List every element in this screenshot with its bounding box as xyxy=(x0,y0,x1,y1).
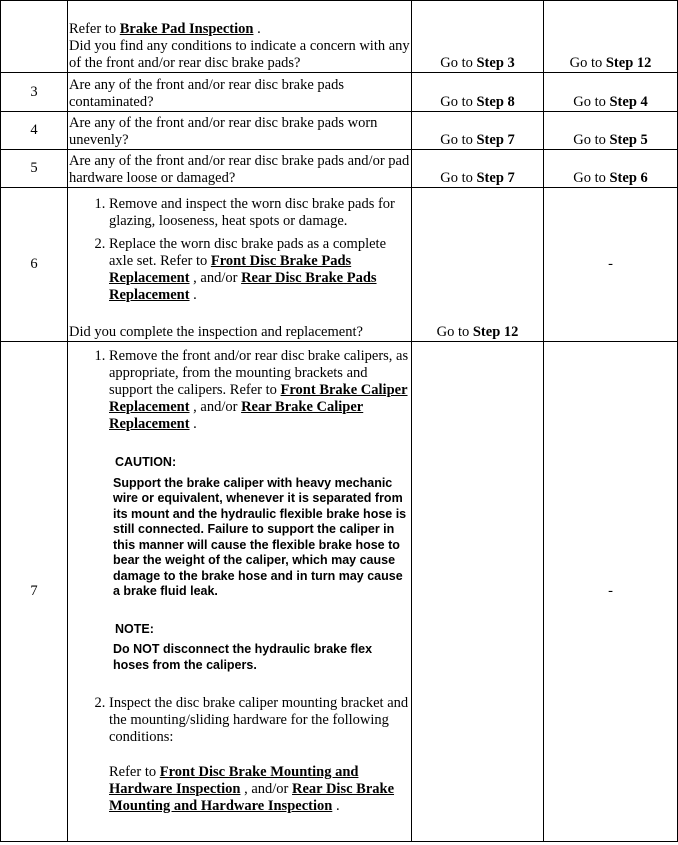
step-number: 3 xyxy=(1,73,68,112)
caution-title: CAUTION: xyxy=(115,455,177,469)
yes-prefix: Go to xyxy=(440,132,473,148)
step-number: 4 xyxy=(1,112,68,150)
step-number: 7 xyxy=(1,342,68,842)
item-text: . xyxy=(335,798,340,814)
yes-step-link[interactable]: Step 7 xyxy=(476,132,515,148)
refer-suffix: . xyxy=(257,21,261,37)
no-step-link[interactable]: Step 6 xyxy=(609,170,648,186)
brake-pad-inspection-link[interactable]: Brake Pad Inspection xyxy=(119,21,254,37)
front-brake-caliper-replacement-link[interactable]: Front Brake Caliper Replacement xyxy=(109,382,408,415)
yes-step-link[interactable]: Step 7 xyxy=(476,170,515,186)
rear-disc-brake-pads-replacement-link[interactable]: Rear Disc Brake Pads Replacement xyxy=(109,270,377,303)
procedure-list xyxy=(69,695,410,746)
yes-cell xyxy=(412,1,544,73)
note-text: Do NOT disconnect the hydraulic brake flex hoses from the calipers. xyxy=(113,642,373,672)
no-step-link[interactable]: Step 4 xyxy=(609,94,648,110)
no-prefix: Go to xyxy=(573,94,606,110)
step-question: Are any of the front and/or rear disc brake pads and/or pad hardware loose or damaged? xyxy=(68,150,412,188)
yes-cell xyxy=(412,112,544,150)
item-text: Refer to xyxy=(109,764,157,780)
step-number: 6 xyxy=(1,188,68,342)
table-row xyxy=(1,150,678,188)
step-number: 5 xyxy=(1,150,68,188)
step-action xyxy=(68,1,412,73)
refer-prefix: Refer to xyxy=(69,21,117,37)
yes-step-link[interactable]: Step 12 xyxy=(472,324,519,340)
caution-text: Support the brake caliper with heavy mechanic wire or equivalent, whenever it is separated from its mount and the hydraulic flexible brake hose is still connected. Failure to support the caliper in this manner will cause the flexible brake hose to bear the weight of the caliper, which may cause damage to the brake hose and in turn may cause a brake fluid leak. xyxy=(113,475,407,598)
procedure-list xyxy=(69,348,410,433)
yes-cell xyxy=(412,342,544,842)
yes-cell xyxy=(412,73,544,112)
yes-cell xyxy=(412,188,544,342)
no-prefix: Go to xyxy=(573,170,606,186)
yes-step-link[interactable]: Step 8 xyxy=(476,94,515,110)
no-step-link[interactable]: Step 5 xyxy=(609,132,648,148)
yes-cell xyxy=(412,150,544,188)
step-action xyxy=(68,188,412,342)
yes-step-link[interactable]: Step 3 xyxy=(476,55,515,71)
front-disc-brake-mounting-inspection-link[interactable]: Front Disc Brake Mounting and Hardware Inspection xyxy=(109,764,359,797)
no-cell xyxy=(544,150,678,188)
item-text: Remove the front and/or rear disc brake calipers, as appropriate, from the mounting brackets and support the calipers. Refer to xyxy=(109,348,409,398)
no-prefix: Go to xyxy=(569,55,603,71)
no-cell xyxy=(544,73,678,112)
yes-prefix: Go to xyxy=(440,94,473,110)
step-question: Are any of the front and/or rear disc brake pads contaminated? xyxy=(68,73,412,112)
table-row xyxy=(1,342,678,842)
table-row xyxy=(1,1,678,73)
table-row xyxy=(1,112,678,150)
item-text: , and/or xyxy=(244,781,289,797)
table-row xyxy=(1,188,678,342)
item-text: , and/or xyxy=(193,399,238,415)
note-title: NOTE: xyxy=(115,621,154,636)
item-text: , and/or xyxy=(193,270,238,286)
procedure-list xyxy=(69,196,410,304)
front-disc-brake-pads-replacement-link[interactable]: Front Disc Brake Pads Replacement xyxy=(109,253,352,286)
caution-box xyxy=(69,455,410,600)
item-text: Replace the worn disc brake pads as a complete axle set. Refer to xyxy=(109,236,387,269)
list-item xyxy=(109,236,410,304)
list-item: 1. Remove and inspect the worn disc brake pads for glazing, looseness, heat spots or damage. xyxy=(109,196,410,230)
refer-paragraph xyxy=(69,764,410,815)
note-box xyxy=(69,622,410,674)
step-number xyxy=(1,1,68,73)
no-cell xyxy=(544,1,678,73)
rear-disc-brake-mounting-inspection-link[interactable]: Rear Disc Brake Mounting and Hardware Inspection xyxy=(109,781,395,814)
no-cell xyxy=(544,112,678,150)
yes-prefix: Go to xyxy=(436,324,470,340)
step-question: Did you find any conditions to indicate a concern with any of the front and/or rear disc brake pads? xyxy=(69,38,410,71)
item-text: . xyxy=(193,416,197,432)
yes-prefix: Go to xyxy=(440,55,473,71)
step-action xyxy=(68,342,412,842)
no-cell: - xyxy=(544,188,678,342)
rear-brake-caliper-replacement-link[interactable]: Rear Brake Caliper Replacement xyxy=(109,399,364,432)
yes-prefix: Go to xyxy=(440,170,473,186)
step-question: Did you complete the inspection and replacement? xyxy=(69,324,363,340)
step-question: Are any of the front and/or rear disc brake pads worn unevenly? xyxy=(68,112,412,150)
item-text: . xyxy=(193,287,197,303)
table-row xyxy=(1,73,678,112)
list-item: 2. Inspect the disc brake caliper mounting bracket and the mounting/sliding hardware for the following conditions: xyxy=(109,695,410,746)
no-prefix: Go to xyxy=(573,132,606,148)
no-cell: - xyxy=(544,342,678,842)
no-step-link[interactable]: Step 12 xyxy=(605,55,652,71)
list-item xyxy=(109,348,410,433)
